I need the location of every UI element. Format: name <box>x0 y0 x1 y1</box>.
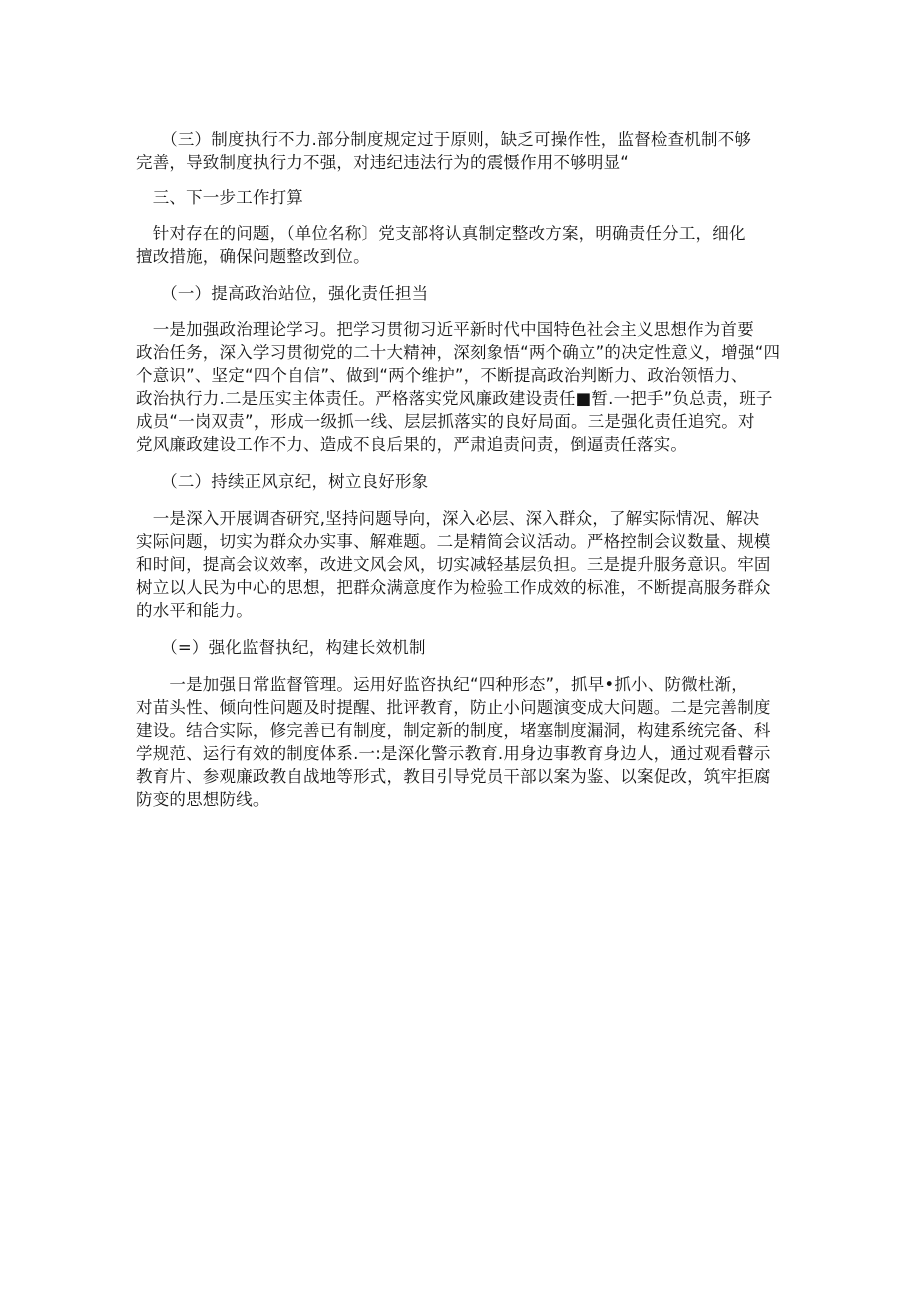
text-line: 的水平和能力。 <box>136 601 253 620</box>
paragraph-supervision <box>136 673 786 811</box>
text-line: 防变的思想防线。 <box>136 790 270 809</box>
text-line: 个意识”、坚定“四个自信”、做到“两个维护”，不断提高政治判断力、政治领悟力、 <box>136 366 748 385</box>
subheading-supervision <box>136 636 786 659</box>
text-line: 一是深入开展调杳研究,坚持问题导向，深入必层、深入群众，了解实际情况、解决 <box>136 509 760 528</box>
paragraph-item-3-enforcement <box>136 128 786 174</box>
text-line: 政治执行力.二是压实主体责任。严格落实党风廉政建设责任■暂.一把手”负总责，班子 <box>136 389 773 408</box>
section-heading-next-steps <box>136 186 786 209</box>
text-line: （二）持续正风京纪，树立良好形象 <box>136 472 429 491</box>
text-line: 针对存在的问题，（单位名称〕党支部将认真制定整改方案，明确责任分工，细化 <box>136 224 746 243</box>
text-line: 和时间，提高会议效率，改进文风会风，切实减轻基层负担。三是提升服务意识。牢固 <box>136 555 771 574</box>
paragraph-political-stance <box>136 318 786 456</box>
text-line: 教育片、参观廉政教自战地等形式，教目引导党员干部以案为鉴、以案促改，筑牢拒腐 <box>136 767 771 786</box>
subheading-conduct <box>136 470 786 493</box>
text-line: （=）强化监督执纪，构建长效机制 <box>136 638 426 657</box>
text-line: 学规范、运行有效的制度体系.一:是深化警示教育.用身边事教育身边人，通过观看瞽示 <box>136 744 771 763</box>
text-line: 政治任务，深入学习贯彻党的二十大精神，深刻象悟“两个确立”的决定性意义，增强“四 <box>136 343 781 362</box>
text-line: （一）提高政治站位，强化责任担当 <box>136 284 429 303</box>
text-line: 擅改措施，确保问题整改到位。 <box>136 247 370 266</box>
text-line: 三、下一步工作打算 <box>136 188 303 207</box>
text-line: 树立以人民为中心的思想，把群众满意度作为检验工作成效的标准，不断提高服务群众 <box>136 578 771 597</box>
text-line: 一是加强日常监督管理。运用好监咨执纪“四种形态”，抓早•抓小、防微杜渐， <box>136 675 748 694</box>
text-line: 对苗头性、倾向性问题及时提醒、批评教育，防止小问题演变成大问题。二是完善制度 <box>136 698 771 717</box>
paragraph-section-3-intro <box>136 222 786 268</box>
text-line: 成员“一岗双责”，形成一级抓一线、层层抓落实的良好局面。三是强化责任追究。对 <box>136 412 755 431</box>
text-line: 一是加强政治理论学习。把学习贯彻习近平新时代中国特色社会主义思想作为首要 <box>136 320 754 339</box>
text-line: 建设。结合实际，修完善已有制度，制定新的制度，堵塞制度漏洞，构建系统完备、科 <box>136 721 771 740</box>
text-line: 党风廉政建设工作不力、造成不良后果的，严肃追责问责，倒逼责任落实。 <box>136 435 688 454</box>
text-line: 完善，导致制度执行力不强，对违纪违法行为的震慑作用不够明显“ <box>136 153 630 172</box>
paragraph-conduct <box>136 507 786 622</box>
text-line: 实际问题，切实为群众办实事、解难题。二是精简会议活动。严格控制会议数量、规模 <box>136 532 771 551</box>
subheading-political-stance <box>136 282 786 305</box>
text-line: （三）制度执行不力.部分制度规定过于原则，缺乏可操作性，监督检查机制不够 <box>136 130 752 149</box>
